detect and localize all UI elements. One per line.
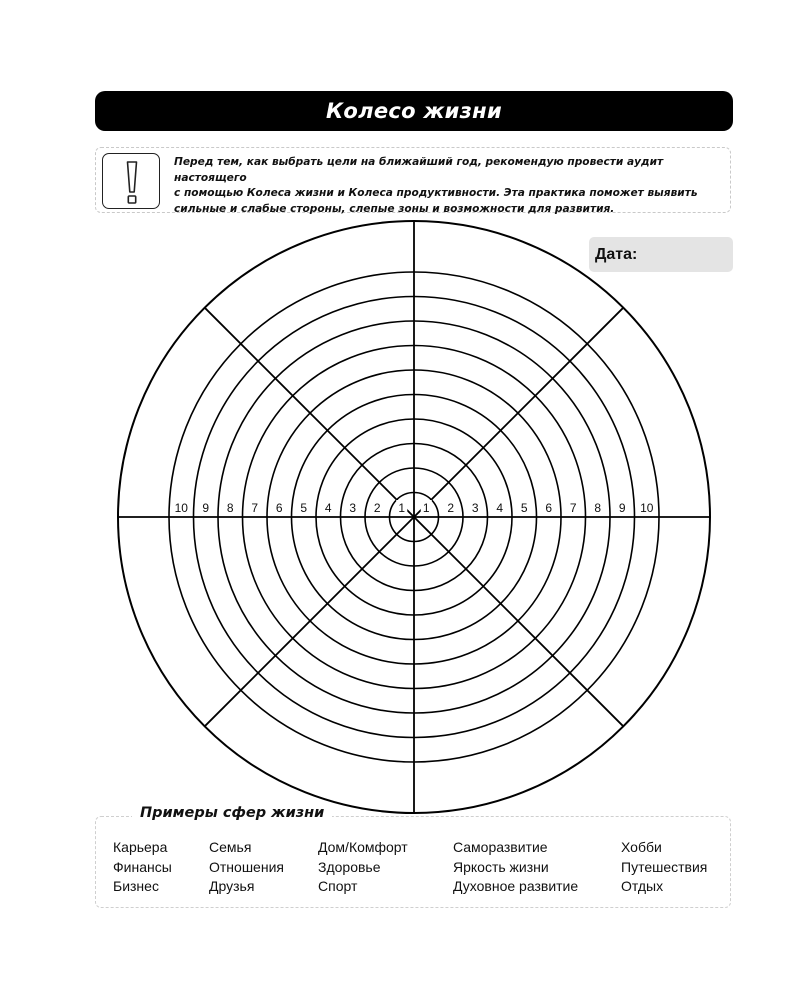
scale-label: 1 [398,501,406,515]
example-item: Путешествия [621,858,708,875]
scale-label: 9 [202,501,210,515]
scale-label: 7 [569,501,577,515]
scale-label: 4 [324,501,332,515]
scale-label: 3 [349,501,357,515]
example-item: Отношения [209,858,284,875]
example-item: Духовное развитие [453,878,579,894]
scale-label: 4 [496,501,504,515]
notice-line: с помощью Колеса жизни и Колеса продуктивности. Эта практика поможет выявить [174,187,698,199]
examples-column [453,838,578,897]
scale-label: 6 [545,501,553,515]
scale-label: 6 [275,501,283,515]
examples-column [318,838,408,897]
example-item: Яркость жизни [453,858,549,875]
example-item: Финансы [113,858,172,875]
example-item: Здоровье [318,858,381,875]
scale-label: 3 [471,501,479,515]
example-item: Хобби [621,839,662,855]
scale-label: 10 [174,501,188,515]
scale-label: 10 [640,501,654,515]
example-item: Дом/Комфорт [318,839,408,855]
scale-label: 8 [594,501,602,515]
example-item: Саморазвитие [453,839,548,855]
examples-column [113,838,172,897]
examples-column [621,838,707,897]
examples-title: Примеры сфер жизни [132,805,332,821]
scale-label: 1 [422,501,430,515]
notice-line: Перед тем, как выбрать цели на ближайший год, рекомендую провести аудит настоящего [174,156,664,184]
scale-label: 5 [300,501,308,515]
scale-label: 9 [618,501,626,515]
notice-line: сильные и слабые стороны, слепые зоны и возможности для развития. [174,202,615,215]
scale-label: 2 [447,501,455,515]
examples-column [209,838,284,897]
example-item: Отдых [621,878,664,894]
example-item: Друзья [209,878,255,894]
page-title: Колесо жизни [325,99,503,123]
example-item: Карьера [113,839,168,855]
example-item: Спорт [318,878,358,894]
scale-label: 7 [251,501,259,515]
scale-label: 5 [520,501,528,515]
scale-label: 8 [226,501,234,515]
date-label: Дата: [595,245,638,263]
example-item: Семья [209,839,252,855]
scale-label: 2 [373,501,381,515]
example-item: Бизнес [113,878,159,894]
